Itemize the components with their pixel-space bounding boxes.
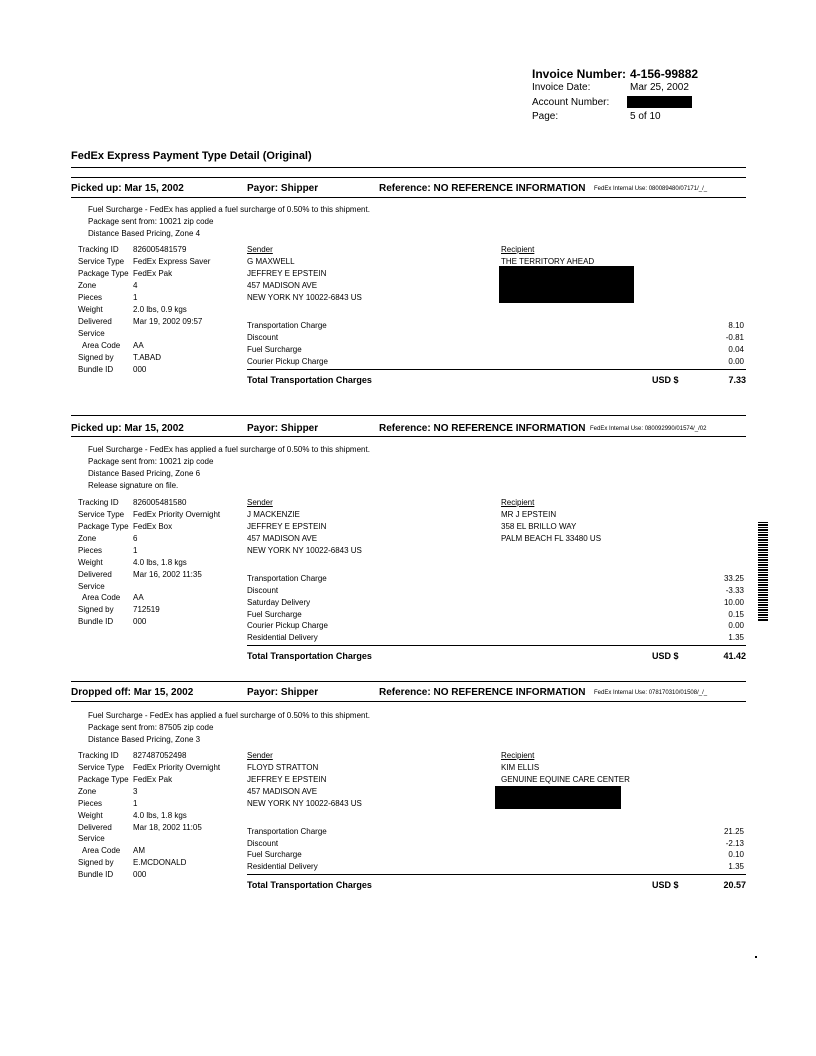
zone: 6 <box>133 534 138 543</box>
total-amount: 7.33 <box>728 375 746 385</box>
charge-label: Residential Delivery <box>247 862 318 871</box>
sender-line: NEW YORK NY 10022-6843 US <box>247 546 362 555</box>
charge-amount: 0.15 <box>728 610 744 619</box>
zone: 3 <box>133 787 138 796</box>
divider <box>247 369 746 370</box>
charge-amount: -2.13 <box>725 839 744 848</box>
sender-line: J MACKENZIE <box>247 510 300 519</box>
note-line: Fuel Surcharge - FedEx has applied a fuel surcharge of 0.50% to this shipment. <box>88 711 370 720</box>
internal-use: FedEx Internal Use: 080089480/07171/_/_ <box>594 186 708 192</box>
sender-line: JEFFREY E EPSTEIN <box>247 522 327 531</box>
account-number-redaction <box>627 96 692 108</box>
charge-amount: 0.00 <box>728 621 744 630</box>
sender-heading: Sender <box>247 751 273 760</box>
recipient-line: GENUINE EQUINE CARE CENTER <box>501 775 630 784</box>
weight-label: Weight <box>78 811 103 820</box>
service-type-label: Service Type <box>78 257 125 266</box>
shipment-block <box>0 420 816 670</box>
sender-heading: Sender <box>247 245 273 254</box>
package-type-label: Package Type <box>78 775 129 784</box>
pickup-label: Dropped off: Mar 15, 2002 <box>71 687 194 698</box>
total-label: Total Transportation Charges <box>247 375 372 385</box>
pieces-label: Pieces <box>78 546 103 555</box>
charge-amount: -3.33 <box>725 586 744 595</box>
recipient-block <box>501 497 601 545</box>
area-code-label: Area Code <box>82 341 121 350</box>
package-type: FedEx Pak <box>133 269 173 278</box>
signed-by: T.ABAD <box>133 353 162 362</box>
tracking-id: 826005481580 <box>133 498 187 507</box>
zone-label: Zone <box>78 534 97 543</box>
total-label: Total Transportation Charges <box>247 880 372 890</box>
currency-label: USD $ <box>652 880 679 890</box>
bundle-id-label: Bundle ID <box>78 617 114 626</box>
recipient-line: 358 EL BRILLO WAY <box>501 522 577 531</box>
zone-label: Zone <box>78 787 97 796</box>
charge-label: Fuel Surcharge <box>247 610 302 619</box>
zone-label: Zone <box>78 281 97 290</box>
note-line: Package sent from: 10021 zip code <box>88 217 214 226</box>
signed-by-label: Signed by <box>78 858 114 867</box>
charge-amount: 0.04 <box>728 345 744 354</box>
package-type-label: Package Type <box>78 269 129 278</box>
zone: 4 <box>133 281 138 290</box>
note-line: Fuel Surcharge - FedEx has applied a fuel surcharge of 0.50% to this shipment. <box>88 205 370 214</box>
recipient-address-redaction <box>495 786 621 809</box>
barcode-graphic <box>758 522 768 622</box>
service-type: FedEx Priority Overnight <box>133 763 221 772</box>
pieces-label: Pieces <box>78 293 103 302</box>
delivered-label: Delivered <box>78 317 112 326</box>
sender-line: 457 MADISON AVE <box>247 281 318 290</box>
charge-amount: 0.00 <box>728 357 744 366</box>
invoice-date-label: Invoice Date: <box>532 82 591 93</box>
divider <box>71 197 746 198</box>
recipient-address-redaction <box>499 266 634 303</box>
sender-heading: Sender <box>247 498 273 507</box>
pieces-label: Pieces <box>78 799 103 808</box>
delivered: Mar 18, 2002 11:05 <box>133 823 202 832</box>
page-label: Page: <box>532 111 559 122</box>
payor-label: Payor: Shipper <box>247 423 319 434</box>
note-line: Package sent from: 87505 zip code <box>88 723 214 732</box>
service-type: FedEx Express Saver <box>133 257 211 266</box>
note-line: Distance Based Pricing, Zone 3 <box>88 735 201 744</box>
area-code-label: Area Code <box>82 593 121 602</box>
recipient-heading: Recipient <box>501 245 535 254</box>
pieces: 1 <box>133 293 138 302</box>
sender-line: NEW YORK NY 10022-6843 US <box>247 293 362 302</box>
package-type: FedEx Pak <box>133 775 173 784</box>
service-type-label: Service Type <box>78 763 125 772</box>
invoice-number: 4-156-99882 <box>630 67 699 81</box>
charge-amount: -0.81 <box>725 333 744 342</box>
package-type-label: Package Type <box>78 522 129 531</box>
page-value: 5 of 10 <box>630 111 661 122</box>
bundle-id: 000 <box>133 617 147 626</box>
signed-by-label: Signed by <box>78 605 114 614</box>
divider <box>71 177 746 178</box>
total-amount: 41.42 <box>723 651 746 661</box>
invoice-number-label: Invoice Number: <box>532 67 627 81</box>
sender-line: FLOYD STRATTON <box>247 763 319 772</box>
currency-label: USD $ <box>652 375 679 385</box>
charge-amount: 8.10 <box>728 321 744 330</box>
tracking-id-label: Tracking ID <box>78 245 119 254</box>
note-line: Package sent from: 10021 zip code <box>88 457 214 466</box>
reference-label: Reference: NO REFERENCE INFORMATION <box>379 423 586 434</box>
recipient-line: MR J EPSTEIN <box>501 510 557 519</box>
charge-label: Courier Pickup Charge <box>247 357 328 366</box>
bundle-id: 000 <box>133 870 147 879</box>
charge-label: Saturday Delivery <box>247 598 311 607</box>
charge-label: Discount <box>247 333 279 342</box>
note-line: Fuel Surcharge - FedEx has applied a fuel surcharge of 0.50% to this shipment. <box>88 445 370 454</box>
divider <box>71 436 746 437</box>
area-code-label: Area Code <box>82 846 121 855</box>
note-line: Distance Based Pricing, Zone 4 <box>88 229 201 238</box>
tracking-id: 827487052498 <box>133 751 187 760</box>
sender-line: JEFFREY E EPSTEIN <box>247 269 327 278</box>
signed-by: 712519 <box>133 605 160 614</box>
pickup-label: Picked up: Mar 15, 2002 <box>71 423 184 434</box>
bundle-id-label: Bundle ID <box>78 870 114 879</box>
delivered: Mar 19, 2002 09:57 <box>133 317 203 326</box>
total-amount: 20.57 <box>723 880 746 890</box>
note-line: Release signature on file. <box>88 481 179 490</box>
recipient-line: THE TERRITORY AHEAD <box>501 257 595 266</box>
charge-amount: 0.10 <box>728 850 744 859</box>
internal-use: FedEx Internal Use: 078170310/01508/_/_ <box>594 690 708 696</box>
weight: 4.0 lbs, 1.8 kgs <box>133 558 187 567</box>
recipient-heading: Recipient <box>501 751 535 760</box>
bundle-id: 000 <box>133 365 147 374</box>
sender-line: NEW YORK NY 10022-6843 US <box>247 799 362 808</box>
divider <box>71 167 746 168</box>
charge-label: Discount <box>247 586 279 595</box>
shipment-block <box>0 684 816 894</box>
area-code: AA <box>133 341 144 350</box>
note-line: Distance Based Pricing, Zone 6 <box>88 469 201 478</box>
tracking-id: 826005481579 <box>133 245 187 254</box>
charge-amount: 1.35 <box>728 862 744 871</box>
divider <box>71 415 746 416</box>
pieces: 1 <box>133 799 138 808</box>
charge-label: Residential Delivery <box>247 633 318 642</box>
payor-label: Payor: Shipper <box>247 183 319 194</box>
signed-by: E.MCDONALD <box>133 858 187 867</box>
weight-label: Weight <box>78 558 103 567</box>
sender-line: G MAXWELL <box>247 257 295 266</box>
charge-amount: 33.25 <box>723 574 744 583</box>
internal-use: FedEx Internal Use: 080092990/01574/_/02 <box>590 426 707 432</box>
sender-block <box>247 244 362 304</box>
charge-label: Transportation Charge <box>247 321 327 330</box>
charge-label: Transportation Charge <box>247 827 327 836</box>
signed-by-label: Signed by <box>78 353 114 362</box>
recipient-heading: Recipient <box>501 498 535 507</box>
weight: 2.0 lbs, 0.9 kgs <box>133 305 187 314</box>
sender-line: 457 MADISON AVE <box>247 534 318 543</box>
section-title: FedEx Express Payment Type Detail (Original) <box>71 150 312 162</box>
pickup-label: Picked up: Mar 15, 2002 <box>71 183 184 194</box>
charge-amount: 10.00 <box>723 598 744 607</box>
delivered-label: Delivered <box>78 570 112 579</box>
area-code: AM <box>133 846 145 855</box>
sender-line: JEFFREY E EPSTEIN <box>247 775 327 784</box>
weight: 4.0 lbs, 1.8 kgs <box>133 811 187 820</box>
tracking-id-label: Tracking ID <box>78 498 119 507</box>
sender-line: 457 MADISON AVE <box>247 787 318 796</box>
recipient-block <box>501 244 594 268</box>
delivered: Mar 16, 2002 11:35 <box>133 570 202 579</box>
divider <box>247 874 746 875</box>
package-type: FedEx Box <box>133 522 173 531</box>
service-label: Service <box>78 329 105 338</box>
shipment-block <box>0 180 816 390</box>
delivered-label: Delivered <box>78 823 112 832</box>
reference-label: Reference: NO REFERENCE INFORMATION <box>379 183 586 194</box>
recipient-block <box>501 750 630 786</box>
bundle-id-label: Bundle ID <box>78 365 114 374</box>
account-number-label: Account Number: <box>532 97 610 108</box>
tracking-id-label: Tracking ID <box>78 751 119 760</box>
total-label: Total Transportation Charges <box>247 651 372 661</box>
charge-label: Transportation Charge <box>247 574 327 583</box>
charge-label: Discount <box>247 839 279 848</box>
weight-label: Weight <box>78 305 103 314</box>
service-label: Service <box>78 834 105 843</box>
reference-label: Reference: NO REFERENCE INFORMATION <box>379 687 586 698</box>
divider <box>71 701 746 702</box>
charge-amount: 1.35 <box>728 633 744 642</box>
recipient-line: PALM BEACH FL 33480 US <box>501 534 602 543</box>
speck <box>755 956 757 958</box>
charge-amount: 21.25 <box>723 827 744 836</box>
recipient-line: KIM ELLIS <box>501 763 540 772</box>
area-code: AA <box>133 593 144 602</box>
sender-block <box>247 750 362 810</box>
payor-label: Payor: Shipper <box>247 687 319 698</box>
service-label: Service <box>78 582 105 591</box>
divider <box>247 645 746 646</box>
service-type: FedEx Priority Overnight <box>133 510 221 519</box>
pieces: 1 <box>133 546 138 555</box>
charge-label: Fuel Surcharge <box>247 345 302 354</box>
divider <box>71 681 746 682</box>
sender-block <box>247 497 362 557</box>
charge-label: Fuel Surcharge <box>247 850 302 859</box>
invoice-date: Mar 25, 2002 <box>630 82 689 93</box>
currency-label: USD $ <box>652 651 679 661</box>
service-type-label: Service Type <box>78 510 125 519</box>
charge-label: Courier Pickup Charge <box>247 621 328 630</box>
